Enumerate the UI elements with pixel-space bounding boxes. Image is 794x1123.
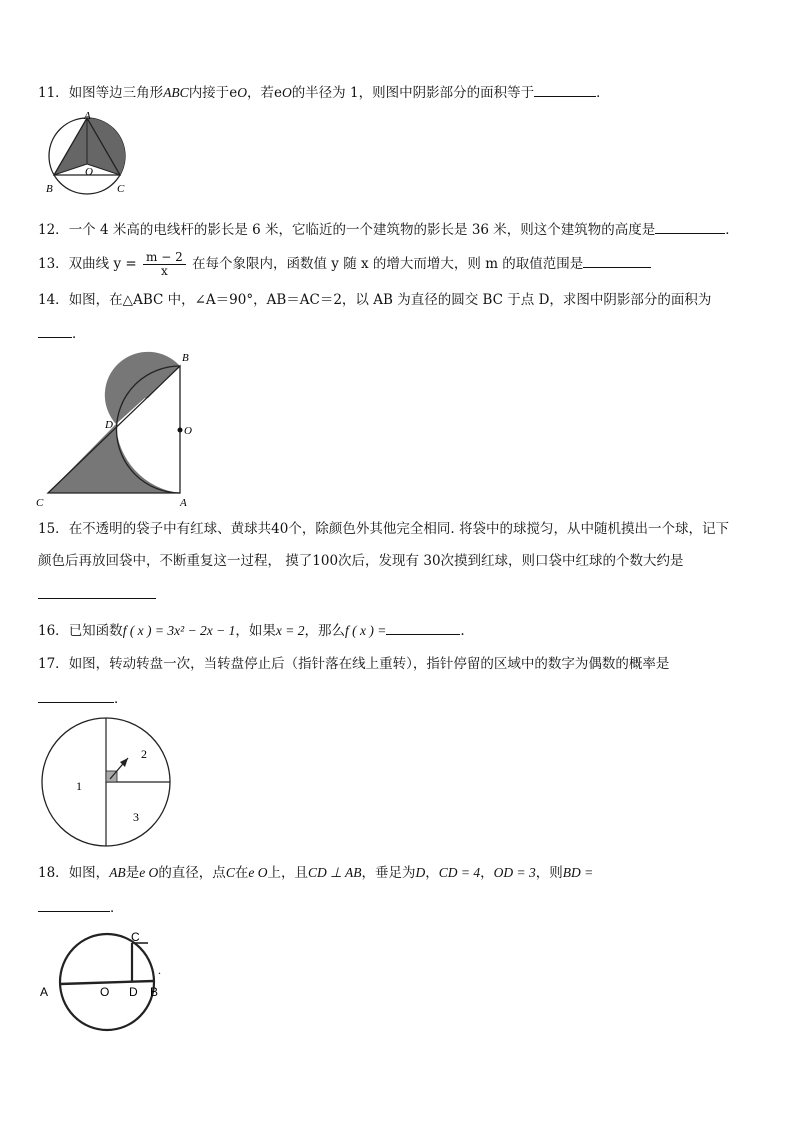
q15-line1: 15．在不透明的袋子中有红球、黄球共40个，除颜色外其他完全相同. 将袋中的球搅匀，从中随机摸出一个球，记下	[38, 521, 729, 537]
fraction: $\frac{m - 2}{x}$	[143, 251, 186, 278]
label-A: A	[40, 985, 49, 999]
label-C: C	[131, 930, 140, 944]
svg-text:.: .	[158, 963, 161, 977]
q14-text: 14．如图，在△ABC 中，∠A＝90°，AB＝AC＝2，以 AB 为直径的圆交 BC 于点 D，求图中阴影部分的面积为	[38, 292, 712, 308]
label-A: A	[180, 497, 187, 509]
q16-text: 16．已知函数f ( x ) = 3x² − 2x − 1，如果x = 2，那么f ( x ) = .	[38, 620, 465, 640]
label-C: C	[36, 497, 44, 509]
label-B: B	[150, 985, 159, 999]
q15-line2: 颜色后再放回袋中，不断重复这一过程， 摸了100次后，发现有 30次摸到红球，则口袋中红球的个数大约是	[38, 553, 684, 569]
sector-2: 2	[141, 747, 147, 761]
label-O: O	[184, 425, 192, 437]
q13-text: 13．双曲线 y = $\frac{m - 2}{x}$ 在每个象限内，函数值 y 随 x 的增大而增大，则 m 的取值范围是	[38, 250, 651, 278]
q17-spinner	[38, 716, 180, 852]
q15-answer-line	[38, 584, 156, 604]
answer-blank[interactable]	[386, 620, 460, 635]
q14-figure	[30, 348, 200, 510]
label-D: D	[105, 419, 113, 431]
q11-text: 11．如图等边三角形ABC内接于eO，若eO的半径为 1，则图中阴影部分的面积等于 ．	[38, 82, 610, 102]
label-A: A	[84, 112, 91, 122]
sector-1: 1	[76, 779, 82, 793]
q11-figure	[42, 112, 137, 204]
label-B: B	[46, 183, 53, 195]
q14-answer-line: ．	[38, 323, 86, 343]
q12-text: 12．一个 4 米高的电线杆的影长是 6 米，它临近的一个建筑物的影长是 36 米，则这个建筑物的高度是 ．	[38, 219, 739, 239]
q18-figure	[34, 926, 174, 1034]
q17-answer-line: ．	[38, 688, 128, 708]
q18-answer-line: ．	[38, 897, 124, 917]
label-C: C	[117, 183, 125, 195]
answer-blank[interactable]	[38, 584, 156, 599]
label-O: O	[100, 985, 110, 999]
answer-blank[interactable]	[583, 253, 651, 268]
sector-3: 3	[133, 810, 139, 824]
answer-blank[interactable]	[38, 323, 72, 338]
answer-blank[interactable]	[38, 688, 114, 703]
answer-blank[interactable]	[655, 219, 725, 234]
label-B: B	[182, 352, 189, 364]
answer-blank[interactable]	[534, 82, 596, 97]
answer-blank[interactable]	[38, 897, 110, 912]
q17-text: 17．如图，转动转盘一次，当转盘停止后（指针落在线上重转），指针停留的区域中的数字为偶数的概率是	[38, 656, 670, 672]
label-D: D	[129, 985, 138, 999]
q18-text: 18．如图，AB是e O的直径，点C在e O上，且CD ⊥ AB，垂足为D，CD = 4，OD = 3，则BD =	[38, 865, 594, 881]
label-O: O	[85, 166, 93, 178]
